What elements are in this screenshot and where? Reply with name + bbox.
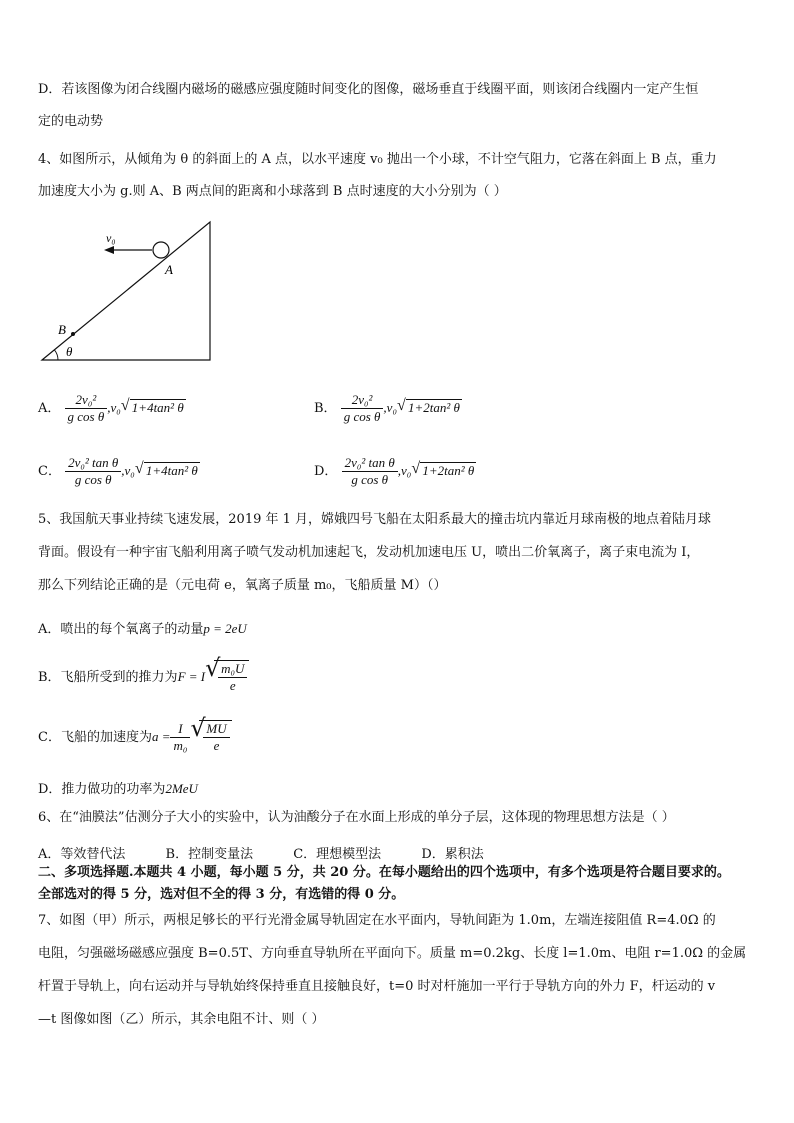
q5-line3: 那么下列结论正确的是（元电荷 e，氧离子质量 m₀，飞船质量 M）（） <box>38 578 447 593</box>
q4-option-d-fraction: $\frac{\text{2v₀² tan θ}}{\text{g cos θ}}$ <box>342 455 398 488</box>
q5-option-c[interactable]: C．飞船的加速度为a = $\frac{I}{\text{m₀}}$ √ $\frac{MU}{e}$ <box>38 720 232 754</box>
q5-option-d-formula: 2MeU <box>165 781 198 796</box>
velocity-arrow-head <box>104 246 114 254</box>
q7-line3: 杆置于导轨上，向右运动并与导轨始终保持垂直且接触良好，t=0 时对杆施加一平行于导轨方向的外力 F，杆运动的 v <box>38 979 716 994</box>
q5-option-b-root: √ $\frac{\text{m₀U}}{e}$ <box>205 660 249 694</box>
q5-option-d[interactable]: D．推力做功的功率为2MeU <box>38 781 198 797</box>
q4-option-b-fraction: $\frac{\text{2v₀²}}{\text{g cos θ}}$ <box>341 392 384 425</box>
q7-line4: —t 图像如图（乙）所示，其余电阻不计、则（ ） <box>38 1012 325 1027</box>
label-theta: θ <box>66 344 73 359</box>
q4-option-d-letter: D． <box>314 464 338 479</box>
question-4-stem <box>38 144 758 208</box>
q4-option-c[interactable]: C． $\frac{\text{2v₀² tan θ}}{\text{g cos θ}}$ ,v₀ √ 1+4tan² θ <box>38 455 198 487</box>
q4-line2: 加速度大小为 g.则 A、B 两点间的距离和小球落到 B 点时速度的大小分别为（ ） <box>38 184 507 199</box>
section-2-line1: 二、多项选择题.本题共 4 小题，每小题 5 分，共 20 分。在每小题给出的四个选项中，有多个选项是符合题目要求的。 <box>38 865 730 880</box>
q5-line1: 5、我国航天事业持续飞速发展，2019 年 1 月，嫦娥四号飞船在太阳系最大的撞击坑内靠近月球南极的地点着陆月球 <box>38 512 712 527</box>
question-7-stem <box>38 904 758 1036</box>
q4-option-c-fraction: $\frac{\text{2v₀² tan θ}}{\text{g cos θ}}$ <box>65 455 121 488</box>
q4-line1: 4、如图所示，从倾角为 θ 的斜面上的 A 点，以水平速度 v₀ 抛出一个小球，不计空气阻力，它落在斜面上 B 点，重力 <box>38 152 717 167</box>
q5-option-a[interactable]: A．喷出的每个氧离子的动量p = 2eU <box>38 621 247 637</box>
q3-option-d-line2: 定的电动势 <box>38 114 104 129</box>
q5-option-b[interactable]: B．飞船所受到的推力为F = I √ $\frac{\text{m₀U}}{e}$ <box>38 660 249 694</box>
incline-figure <box>38 218 218 366</box>
q6-option-d[interactable]: D．累积法 <box>421 847 484 862</box>
section-2-heading <box>38 862 758 906</box>
label-v0: v₀ <box>106 231 116 245</box>
q3-option-d <box>38 74 758 138</box>
q6-line1: 6、在“油膜法”估测分子大小的实验中，认为油酸分子在水面上形成的单分子层，这体现的物理思想方法是（ ） <box>38 810 675 825</box>
question-5-stem <box>38 503 758 602</box>
q5-option-a-formula: p = 2eU <box>203 621 247 636</box>
section-2-line2: 全部选对的得 5 分，选对但不全的得 3 分，有选错的得 0 分。 <box>38 887 405 902</box>
q5-option-c-root: √ $\frac{MU}{e}$ <box>190 720 231 754</box>
label-b: B <box>58 322 66 337</box>
q4-option-d[interactable]: D． $\frac{\text{2v₀² tan θ}}{\text{g cos θ}}$ ,v₀ √ 1+2tan² θ <box>314 455 475 487</box>
q7-line2: 电阻，匀强磁场磁感应强度 B=0.5T、方向垂直导轨所在平面向下。质量 m=0.2kg、长度 l=1.0m、电阻 r=1.0Ω 的金属 <box>38 946 747 961</box>
q6-option-b[interactable]: B．控制变量法 <box>165 847 254 862</box>
q3-option-d-line1: D．若该图像为闭合线圈内磁场的磁感应强度随时间变化的图像，磁场垂直于线圈平面，则该闭合线圈内一定产生恒 <box>38 82 699 97</box>
q4-option-a-letter: A． <box>38 401 61 416</box>
q4-option-a[interactable]: A． $\frac{\text{2v₀²}}{\text{g cos θ}}$ ,v₀ √ 1+4tan² θ <box>38 392 184 424</box>
q4-option-b[interactable]: B． $\frac{\text{2v₀²}}{\text{g cos θ}}$ ,v₀ √ 1+2tan² θ <box>314 392 460 424</box>
label-a: A <box>165 262 173 277</box>
angle-arc <box>55 350 59 360</box>
q4-option-c-letter: C． <box>38 464 61 479</box>
q6-options <box>38 843 520 862</box>
q5-line2: 背面。假设有一种宇宙飞船利用离子喷气发动机加速起飞，发动机加速电压 U，喷出二价氧离子，离子束电流为 I， <box>38 545 700 560</box>
q6-option-a[interactable]: A．等效替代法 <box>38 847 126 862</box>
ball <box>153 242 169 258</box>
question-6-stem <box>38 802 758 834</box>
q4-option-b-letter: B． <box>314 401 337 416</box>
incline-triangle <box>42 222 210 360</box>
point-b-dot <box>71 332 75 336</box>
q7-line1: 7、如图（甲）所示，两根足够长的平行光滑金属导轨固定在水平面内，导轨间距为 1.0m，左端连接阻值 R=4.0Ω 的 <box>38 913 716 928</box>
q4-option-a-fraction: $\frac{\text{2v₀²}}{\text{g cos θ}}$ <box>65 392 108 425</box>
q6-option-c[interactable]: C．理想模型法 <box>293 847 382 862</box>
q5-option-c-fraction: $\frac{I}{\text{m₀}}$ <box>170 721 190 754</box>
